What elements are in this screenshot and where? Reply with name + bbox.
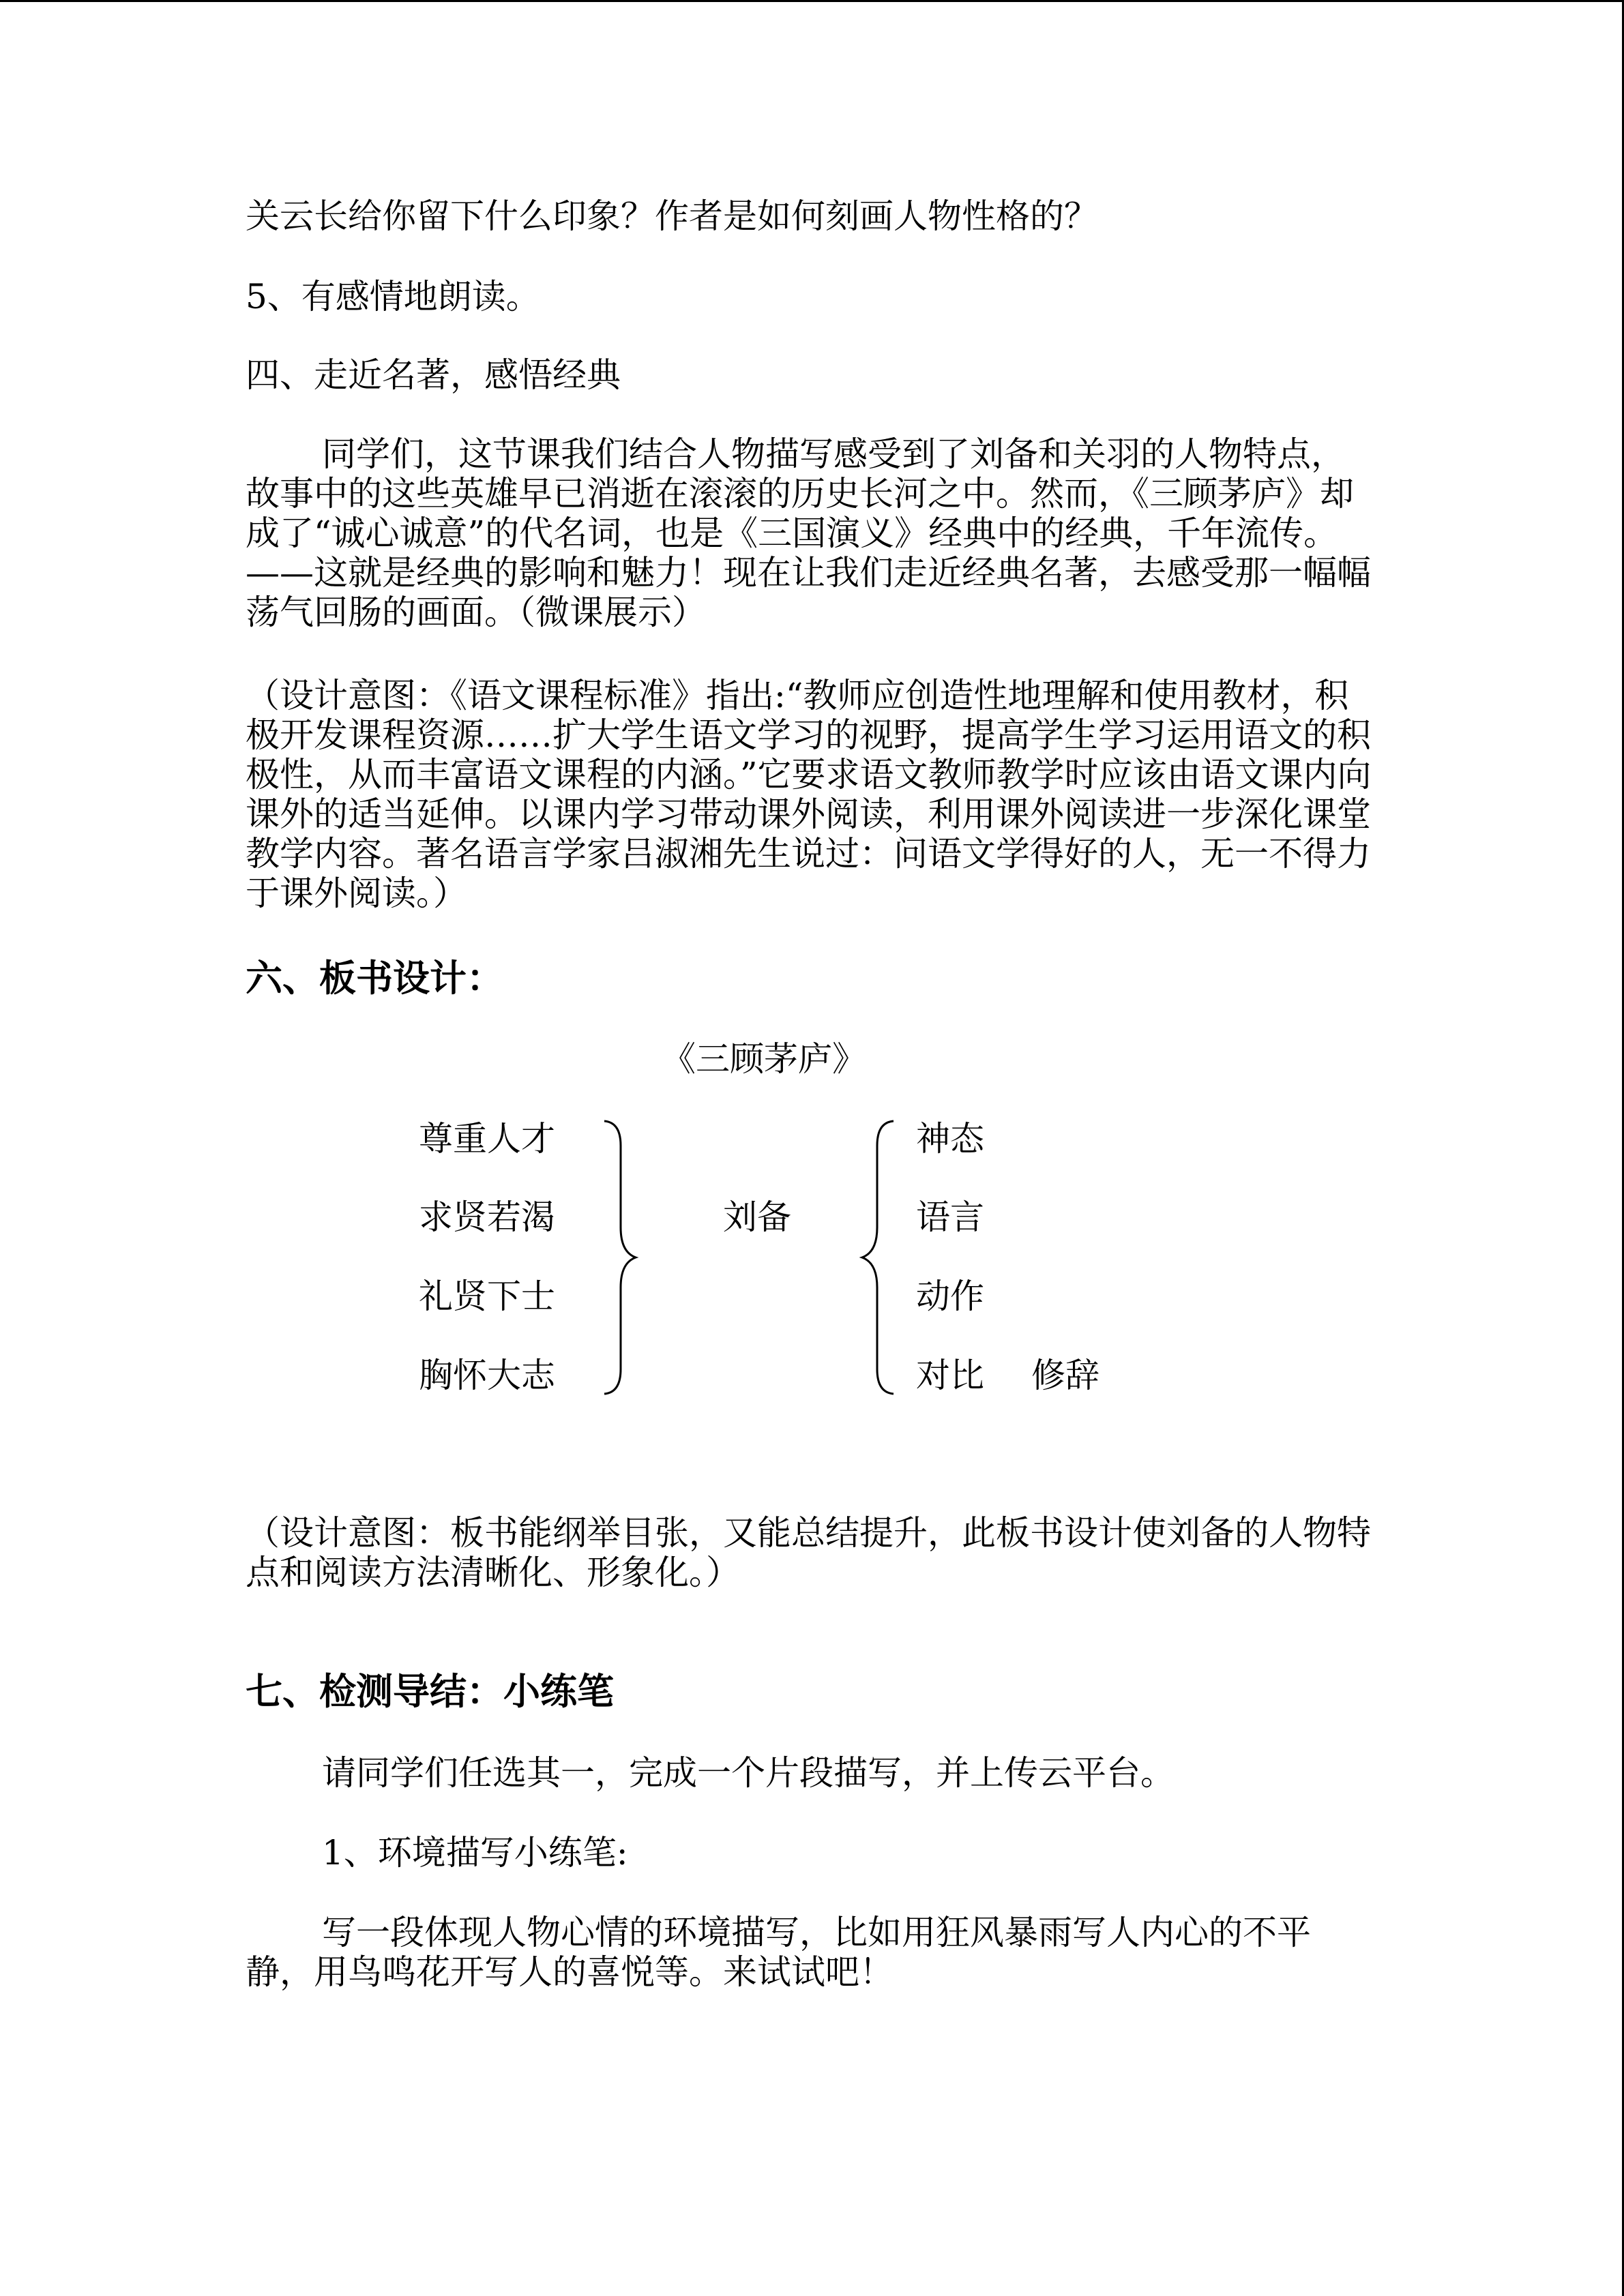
section-heading-7: 七、检测导结：小练笔	[246, 1670, 614, 1713]
paragraph-design-intent-1: （设计意图：《语文课程标准》指出:“教师应创造性地理解和使用教材，积极开发课程资源……扩大学生语文学习的视野，提高学生学习运用语文的积极性，从而丰富语文课程的内涵。”它要求语文教师教学时应该由语文课内向课外的适当延伸。以课内学习带动课外阅读，利用课外阅读进一步深化课堂教学内容。著名语言学家吕淑湘先生说过：问语文学得好的人，无一不得力于课外阅读。）	[246, 676, 1372, 913]
paragraph-exercise-text: 写一段体现人物心情的环境描写，比如用狂风暴雨写人内心的不平静，用鸟鸣花开写人的喜悦等。来试试吧！	[246, 1913, 1311, 1992]
section-heading-6: 六、板书设计：	[246, 957, 503, 1000]
paragraph-exercise-1: 1、环境描写小练笔:	[322, 1833, 628, 1873]
board-right-brace	[857, 1118, 898, 1397]
board-left-item: 尊重人才	[419, 1119, 555, 1159]
section-heading-4: 四、走近名著，感悟经典	[246, 355, 621, 395]
board-right-item: 对比	[916, 1356, 984, 1395]
paragraph-question: 关云长给你留下什么印象？作者是如何刻画人物性格的？	[246, 196, 1098, 236]
board-right-item: 动作	[916, 1277, 984, 1316]
paragraph-design-intent-2: （设计意图：板书能纲举目张，又能总结提升，此板书设计使刘备的人物特点和阅读方法清晰化、形象化。）	[246, 1513, 1371, 1592]
board-left-brace	[600, 1118, 641, 1397]
board-right-item: 语言	[916, 1197, 984, 1237]
paragraph-classics: 同学们，这节课我们结合人物描写感受到了刘备和关羽的人物特点，故事中的这些英雄早已消逝在滚滚的历史长河之中。然而，《三顾茅庐》却成了“诚心诚意”的代名词，也是《三国演义》经典中的经典，千年流传。——这就是经典的影响和魅力！现在让我们走近经典名著，去感受那一幅幅荡气回肠的画面。（微课展示）	[246, 434, 1371, 632]
paragraph-step-5: 5、有感情地朗读。	[246, 277, 540, 316]
board-left-item: 求贤若渴	[419, 1197, 555, 1237]
paragraph-instruction: 请同学们任选其一，完成一个片段描写，并上传云平台。	[322, 1753, 1175, 1793]
board-left-item: 礼贤下士	[419, 1277, 555, 1316]
board-right-extra: 修辞	[1031, 1356, 1099, 1395]
page-border-top	[0, 0, 1624, 2]
board-title: 《三顾茅庐》	[662, 1039, 866, 1079]
board-left-item: 胸怀大志	[419, 1356, 555, 1395]
board-center: 刘备	[723, 1197, 791, 1237]
board-right-item: 神态	[916, 1119, 984, 1159]
